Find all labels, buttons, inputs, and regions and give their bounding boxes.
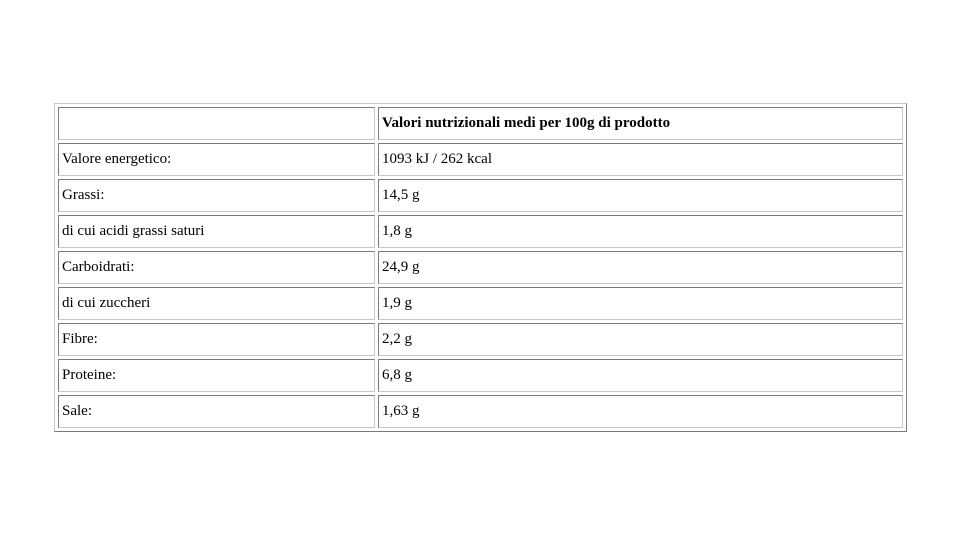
nutrient-value: 1,8 g xyxy=(378,215,903,248)
nutrient-label: Grassi: xyxy=(58,179,375,212)
table-row xyxy=(58,395,903,428)
table-row xyxy=(58,323,903,356)
table-row xyxy=(58,287,903,320)
table-row xyxy=(58,251,903,284)
header-label-cell xyxy=(58,107,375,140)
nutrient-value: 1,9 g xyxy=(378,287,903,320)
nutrition-table xyxy=(54,103,907,432)
nutrient-value: 1,63 g xyxy=(378,395,903,428)
header-title-cell: Valori nutrizionali medi per 100g di prodotto xyxy=(378,107,903,140)
nutrient-label: Carboidrati: xyxy=(58,251,375,284)
table-row xyxy=(58,143,903,176)
nutrient-value: 14,5 g xyxy=(378,179,903,212)
nutrient-label: di cui acidi grassi saturi xyxy=(58,215,375,248)
table-header-row xyxy=(58,107,903,140)
nutrient-value: 1093 kJ / 262 kcal xyxy=(378,143,903,176)
nutrient-label: Valore energetico: xyxy=(58,143,375,176)
nutrient-value: 2,2 g xyxy=(378,323,903,356)
table-row xyxy=(58,215,903,248)
nutrient-label: Proteine: xyxy=(58,359,375,392)
nutrient-label: Fibre: xyxy=(58,323,375,356)
nutrient-value: 24,9 g xyxy=(378,251,903,284)
nutrient-value: 6,8 g xyxy=(378,359,903,392)
table-row xyxy=(58,179,903,212)
nutrient-label: Sale: xyxy=(58,395,375,428)
table-row xyxy=(58,359,903,392)
nutrient-label: di cui zuccheri xyxy=(58,287,375,320)
